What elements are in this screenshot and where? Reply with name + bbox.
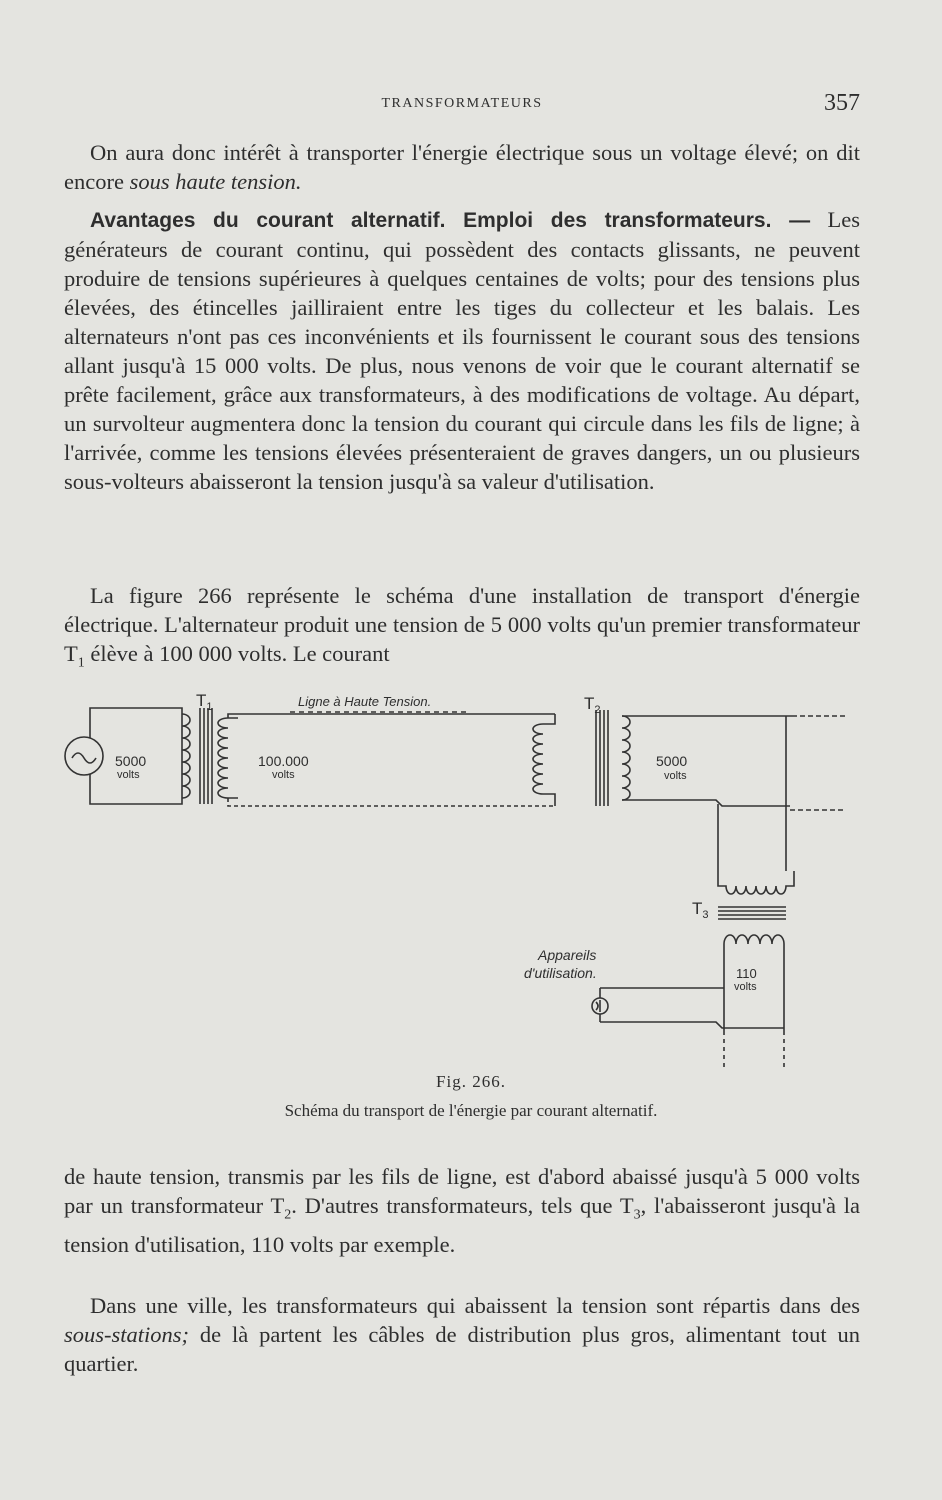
voltage-100000-unit: volts [272, 769, 295, 781]
paragraph-text: de haute tension, transmis par les fils de ligne, est d'abord abaissé jusqu'à 5 000 volts par un transformateur T [64, 1164, 860, 1218]
t2-core [596, 710, 608, 806]
figure-caption: Schéma du transport de l'énergie par courant alternatif. [284, 1101, 658, 1120]
paragraph-high-voltage [64, 138, 860, 196]
t3-label: $T_3$ [692, 899, 709, 921]
t3-core [718, 907, 786, 919]
figure-label: Fig. 266. [436, 1072, 506, 1091]
subscript: 3 [633, 1207, 641, 1223]
running-title: TRANSFORMATEURS [381, 96, 543, 111]
transport-diagram [0, 686, 942, 1086]
page-header [64, 92, 860, 118]
appliance-wire-bottom [600, 1022, 784, 1028]
t2-secondary-coil [622, 716, 630, 800]
appliances-label-2: d'utilisation. [524, 965, 597, 981]
appliances-label-1: Appareils [538, 947, 597, 963]
t2-label: $T_2$ [584, 694, 601, 716]
hv-line-top-left [228, 714, 555, 718]
emphasis-haute-tension: sous haute tension. [129, 169, 302, 194]
paragraph-text: Dans une ville, les transformateurs qui abaissent la tension sont répartis dans des [90, 1293, 860, 1318]
paragraph-text: On aura donc intérêt à transporter l'énergie électrique sous un voltage élevé; on dit encore [64, 140, 860, 194]
t1-core [200, 708, 212, 804]
alternator-symbol [65, 737, 103, 775]
page-number: 357 [824, 90, 860, 116]
t3-secondary-coil [724, 935, 784, 956]
voltage-5000-left-unit: volts [117, 769, 140, 781]
paragraph-text: de là partent les câbles de distribution plus gros, alimentant tout un quartier. [64, 1322, 860, 1376]
paragraph-text: . D'autres transformateurs, tels que T [291, 1193, 634, 1218]
paragraph-text: Les générateurs de courant continu, qui possèdent des contacts glissants, ne peuvent produire de tensions supérieures à quelques centaines de volts; pour des tensions plus élevées, des étincelles jailliraient entre les tiges du collecteur et les balais. Les alternateurs n'ont pas ces inconvénients et ils fournissent le courant sous des tensions allant jusqu'à 15 000 volts. De plus, nous venons de voir que le courant alternatif se prête facilement, grâce aux transformateurs, à des modifications de voltage. Au départ, un survolteur augmentera donc la tension du courant qui circule dans les fils de ligne; à l'arrivée, comme les tensions élevées présenteraient de graves dangers, un ou plusieurs sous-volteurs abaisseront la tension jusqu'à sa valeur d'utilisation. [64, 207, 860, 494]
hv-line-bottom [228, 798, 555, 806]
hv-line-label: Ligne à Haute Tension. [298, 694, 432, 709]
voltage-5000-right: 5000 [656, 753, 688, 769]
emphasis-sous-stations: sous-stations; [64, 1322, 190, 1347]
subscript: 1 [77, 655, 85, 671]
paragraph-figure-intro [64, 581, 860, 678]
t2-primary-coil [533, 714, 555, 806]
t1-secondary-coil [218, 718, 238, 798]
figure-266 [0, 686, 942, 1086]
t1-label: $T_1$ [196, 691, 213, 713]
voltage-110-unit: volts [734, 981, 757, 993]
subscript: 2 [284, 1207, 292, 1223]
t3-primary-coil [718, 871, 794, 894]
paragraph-transmission [64, 1162, 860, 1259]
paragraph-advantages [64, 205, 860, 496]
section-heading: Avantages du courant alternatif. Emploi des transformateurs. — [90, 209, 811, 232]
paragraph-substations [64, 1291, 860, 1378]
paragraph-text: , l'abaisseront jusqu'à la tension d'utilisation, 110 volts par exemple. [64, 1193, 860, 1257]
paragraph-text: La figure 266 représente le schéma d'une installation de transport d'énergie électrique. L'alternateur produit une tension de 5 000 volts qu'un premier transformateur T [64, 583, 860, 666]
paragraph-text: élève à 100 000 volts. Le courant [84, 641, 390, 666]
t1-primary-coil [182, 714, 190, 798]
voltage-5000-right-unit: volts [664, 770, 687, 782]
voltage-100000: 100.000 [258, 753, 309, 769]
distribution-line-bottom [622, 800, 790, 806]
voltage-5000-left: 5000 [115, 753, 147, 769]
voltage-110: 110 [736, 966, 757, 981]
